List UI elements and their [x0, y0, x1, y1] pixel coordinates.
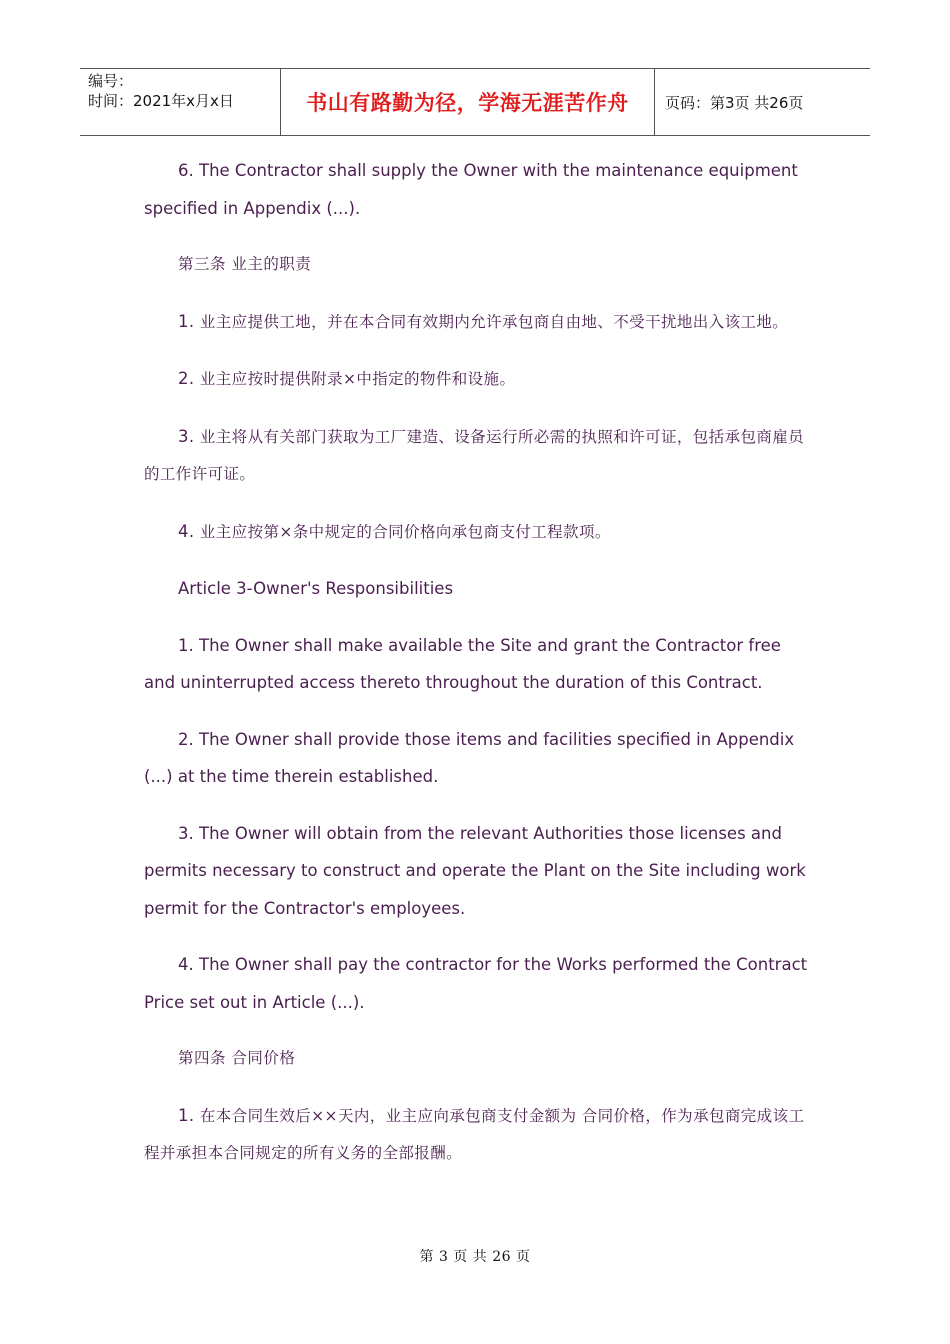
paragraph-text: 在本合同生效后××天内，业主应向承包商支付金额为 合同价格，作为承包商完成该工程并承担本合同规定的所有义务的全部报酬。 — [144, 1106, 805, 1162]
item-number: 1. — [178, 311, 195, 331]
document-number-label: 编号： — [88, 72, 134, 90]
page-header — [80, 68, 870, 136]
paragraph-text: 业主应提供工地，并在本合同有效期内允许承包商自由地、不受干扰地出入该工地。 — [194, 312, 789, 331]
page-footer: 第 3 页 共 26 页 — [419, 1249, 531, 1265]
document-body — [144, 152, 814, 1192]
paragraph — [144, 303, 814, 342]
item-number: 1. — [178, 1105, 195, 1125]
paragraph: 3. The Owner will obtain from the relevant Authorities those licenses and permits necessary to construct and operate the Plant on the Site including work permit for the Contractor's employees. — [144, 823, 806, 918]
paragraph: 4. The Owner shall pay the contractor for the Works performed the Contract Price set out in Article (...). — [144, 955, 808, 1012]
document-date: 时间：2021年x月x日 — [88, 92, 234, 110]
article-heading: Article 3-Owner's Responsibilities — [178, 579, 454, 598]
paragraph — [144, 360, 814, 399]
header-meta-cell — [80, 69, 281, 135]
item-number: 3. — [178, 426, 195, 446]
item-number: 2. — [178, 369, 195, 388]
paragraph — [144, 418, 814, 494]
paragraph-text: 业主应按时提供附录×中指定的物件和设施。 — [194, 370, 516, 388]
paragraph-text: 业主将从有关部门获取为工厂建造、设备运行所必需的执照和许可证，包括承包商雇员的工作许可证。 — [144, 427, 805, 483]
paragraph — [144, 513, 814, 552]
item-number: 4. — [178, 521, 195, 541]
paragraph — [144, 1097, 814, 1173]
header-page-info: 页码：第3页 共26页 — [665, 93, 804, 112]
header-motto: 书山有路勤为径，学海无涯苦作舟 — [281, 69, 655, 135]
paragraph: 2. The Owner shall provide those items and facilities specified in Appendix (...) at the time therein established. — [144, 729, 795, 786]
paragraph: 6. The Contractor shall supply the Owner with the maintenance equipment specified in Appendix (...). — [144, 161, 798, 218]
paragraph: 1. The Owner shall make available the Site and grant the Contractor free and uninterrupted access thereto throughout the duration of this Contract. — [144, 635, 781, 692]
paragraph-text: 业主应按第×条中规定的合同价格向承包商支付工程款项。 — [194, 522, 611, 541]
article-heading: 第三条 业主的职责 — [178, 255, 312, 273]
article-heading: 第四条 合同价格 — [178, 1049, 296, 1067]
